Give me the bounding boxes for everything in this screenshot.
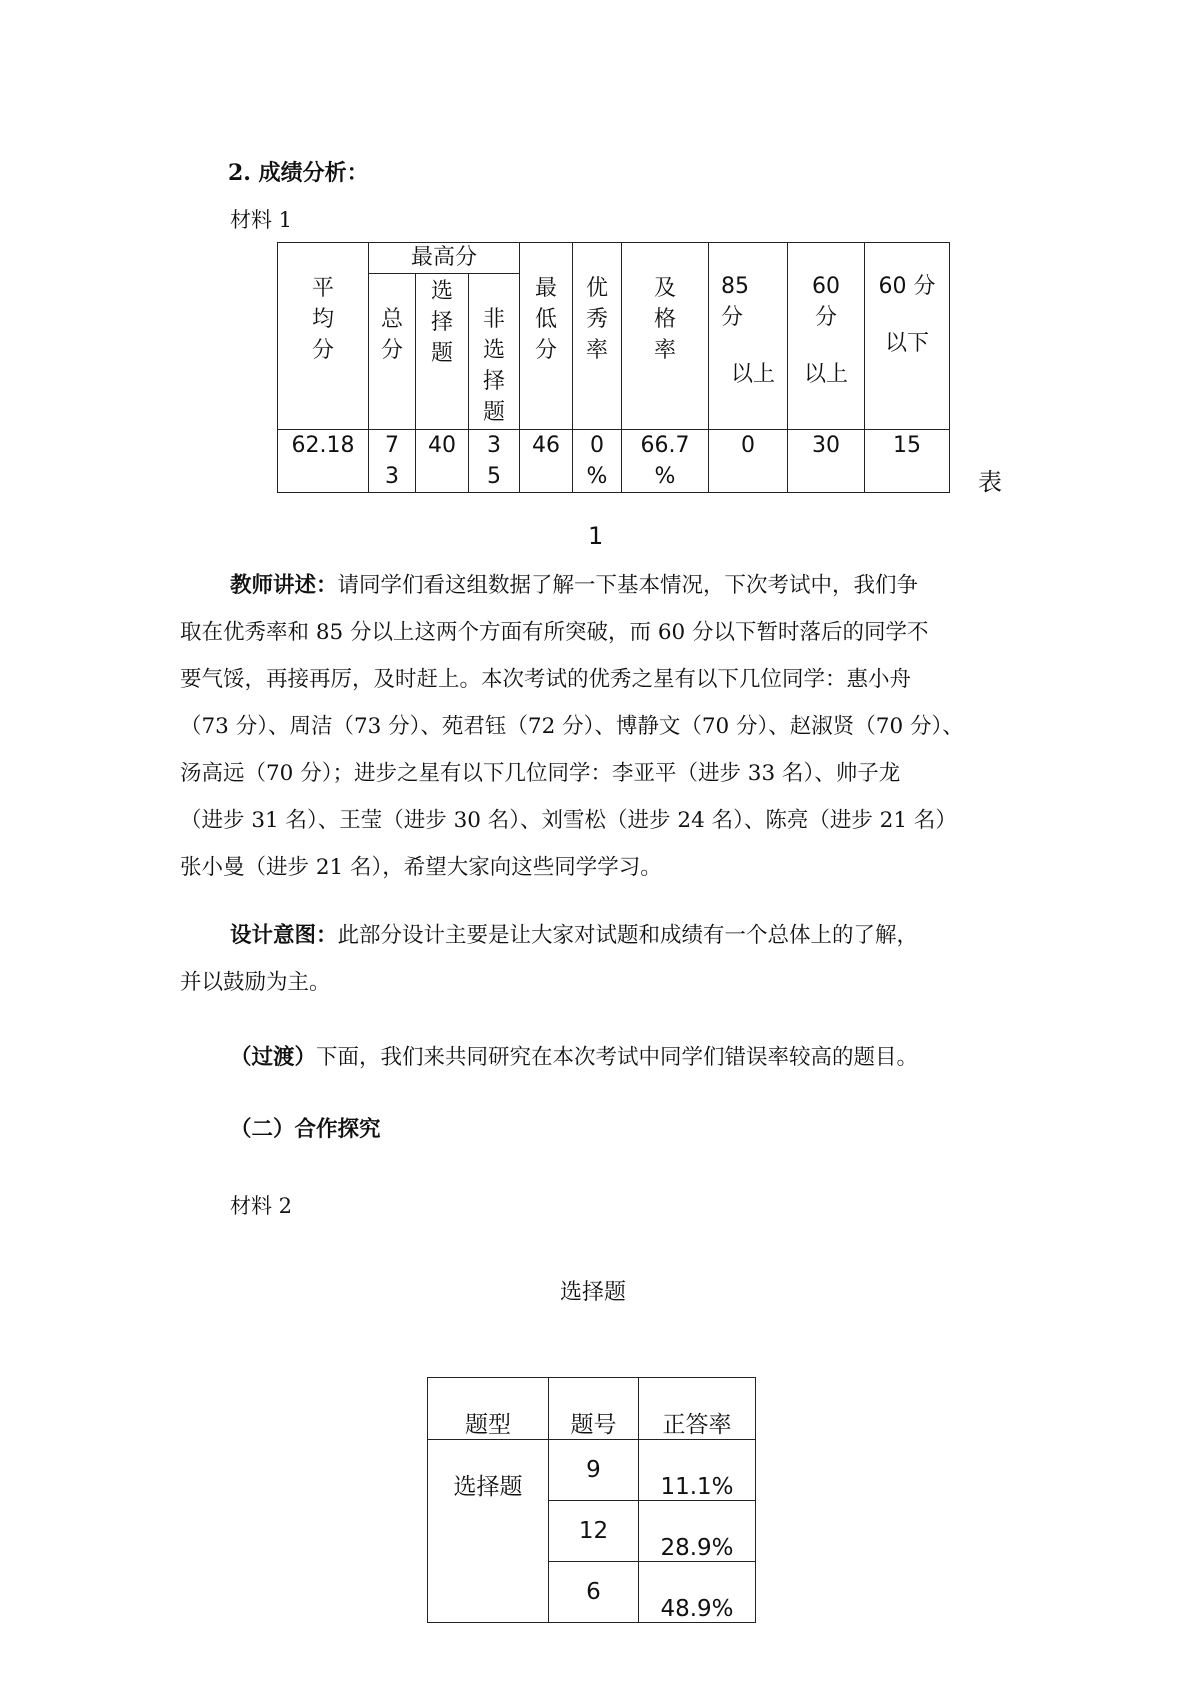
cell-rate: 48.9% [639,1562,756,1623]
cell-pass: 66.7 % [622,430,709,493]
header-avg: 平 均 分 [278,243,369,430]
design-intent: 设计意图：此部分设计主要是让大家对试题和成绩有一个总体上的了解， 并以鼓励为主。 [180,923,919,995]
section-number: 2. [228,160,251,186]
section-title: 成绩分析： [258,160,369,186]
material-1-label: 材料 1 [230,208,293,232]
cell-avg: 62.18 [278,430,369,493]
table2-title: 选择题 [560,1280,627,1305]
transition: （过渡）下面，我们来共同研究在本次考试中同学们错误率较高的题目。 [230,1045,919,1070]
table-header-row [428,1378,756,1440]
header-choice: 选 择 题 [416,274,469,430]
cell-above-60: 30 [788,430,865,493]
transition-label: （过渡） [230,1045,317,1070]
cell-rate: 11.1% [639,1440,756,1501]
cell-rate: 28.9% [639,1501,756,1562]
material-2-label: 材料 2 [230,1194,293,1218]
header-excellent-rate: 优 秀 率 [573,243,622,430]
header-total: 总 分 [369,274,416,430]
header-nonchoice: 非 选 择 题 [469,274,520,430]
teacher-statement-label: 教师讲述： [230,573,338,598]
cell-type: 选择题 [428,1440,549,1623]
teacher-statement: 教师讲述：请同学们看这组数据了解一下基本情况，下次考试中，我们争 取在优秀率和 85 分以上这两个方面有所突破，而 60 分以下暂时落后的同学不 要气馁，再接再厉，及时赶上。本次考试的优秀之星有以下几位同学：惠小舟 （73 分）、周洁（73 分）、苑君钰（72 分）、博静文（70 分）、赵淑贤（70 分）、 汤高远（70 分）；进步之星有以下几位同学：李亚平（进步 33 名）、帅子龙 （进步 31 名）、王莹（进步 30 名）、刘雪松（进步 24 名）、陈亮（进步 21 名） 张小曼（进步 21 名），希望大家向这些同学学习。 [180,573,964,880]
cell-total: 7 3 [369,430,416,493]
header-pass-rate: 及 格 率 [622,243,709,430]
cell-excellent: 0 % [573,430,622,493]
score-summary-table [277,242,950,493]
header-type: 题型 [428,1378,549,1440]
cell-above-85: 0 [709,430,788,493]
header-min: 最 低 分 [520,243,573,430]
header-max-group: 最高分 [369,243,520,274]
header-above-85: 85 分 以上 [709,243,788,430]
choice-question-table [427,1377,756,1623]
cell-number: 12 [549,1501,639,1562]
header-correct-rate: 正答率 [639,1378,756,1440]
header-below-60: 60 分 以下 [865,243,950,430]
section2-heading: （二）合作探究 [230,1117,381,1142]
cell-min: 46 [520,430,573,493]
cell-choice: 40 [416,430,469,493]
table-row [278,430,950,493]
section-heading [228,156,369,187]
header-number: 题号 [549,1378,639,1440]
table-row [428,1440,756,1501]
header-above-60: 60 分 以上 [788,243,865,430]
cell-nonchoice: 3 5 [469,430,520,493]
table1-caption-word: 表 [978,468,1002,496]
cell-number: 6 [549,1562,639,1623]
table1-caption-number: 1 [588,522,604,550]
cell-number: 9 [549,1440,639,1501]
design-intent-label: 设计意图： [230,923,338,948]
cell-below-60: 15 [865,430,950,493]
